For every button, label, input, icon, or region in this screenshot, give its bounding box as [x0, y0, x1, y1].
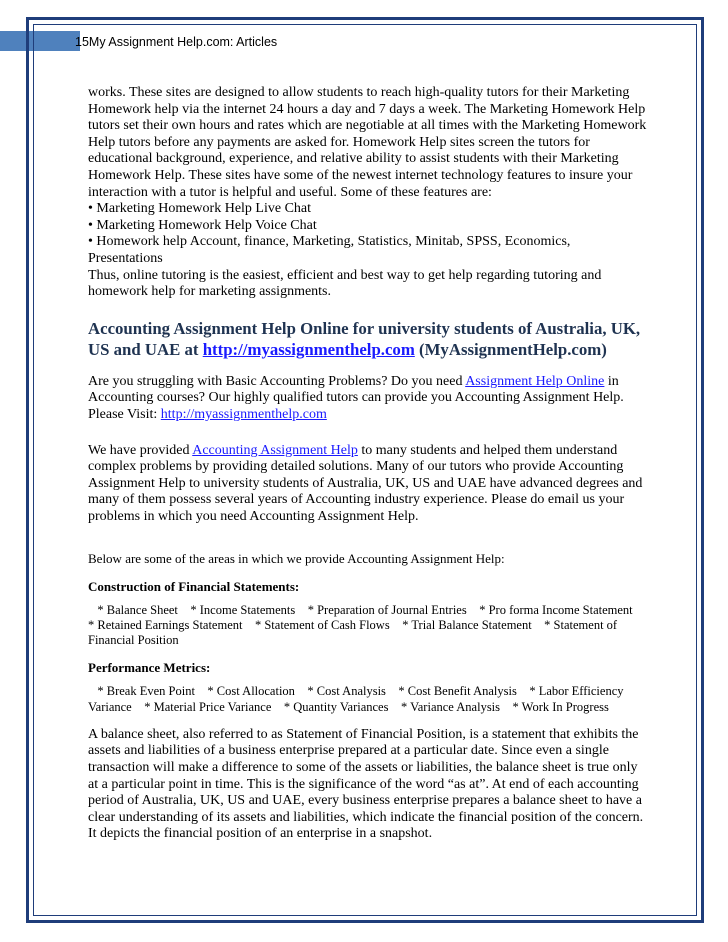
section-heading: Accounting Assignment Help Online for university students of Australia, UK, US and UAE at http://myassignmenthelp.com (MyAssignmentHelp.com) — [88, 318, 641, 359]
feature-item: • Homework help Account, finance, Marketing, Statistics, Minitab, SPSS, Economics, Presentations — [88, 234, 571, 266]
paragraph-provided: We have provided Accounting Assignment Help to many students and helped them understand complex problems by providing detailed solutions. Many of our tutors who provide Accounting Assignment Help to university students of Australia, UK, US and UAE have advanced degrees and many of them possess several years of Accounting industry experience. Please do email us your problems in which you need Accounting Assignment Help. — [88, 442, 643, 524]
intro-paragraph: works. These sites are designed to allow students to reach high-quality tutors for their Marketing Homework help via the internet 24 hours a day and 7 days a week. The Marketing Homework Help tutors set their own hours and rates which are negotiable at all times with the Marketing Homework Help tutors before any payments are asked for. Homework Help sites screen the tutors for educational background, experience, and relative ability to assist students with their Marketing Homework Help. These sites have some of the newest internet technology features to insure your interaction with a tutor is helpful and useful. Some of these features are: — [88, 85, 647, 200]
page-number: 15 — [75, 35, 89, 49]
financial-statements-list: * Balance Sheet * Income Statements * Preparation of Journal Entries * Pro forma Income Statement * Retained Earnings Statement * Statement of Cash Flows * Trial Balance Statement * Statement of Financial Position — [88, 602, 646, 648]
assignment-help-online-link[interactable]: Assignment Help Online — [465, 373, 605, 389]
accounting-assignment-help-link[interactable]: Accounting Assignment Help — [192, 442, 358, 458]
website-link[interactable]: http://myassignmenthelp.com — [160, 406, 327, 422]
areas-intro: Below are some of the areas in which we provide Accounting Assignment Help: — [88, 551, 505, 567]
balance-sheet-paragraph: A balance sheet, also referred to as Statement of Financial Position, is a statement that exhibits the assets and liabilities of a business enterprise prepared at a particular date. Since even a single transaction will make a difference to some of the assets or liabilities, the balance sheet is true only at a particular point in time. This is the significance of the word “as at”. At end of each accounting period of Australia, UK, US and UAE, every business enterprise prepares a balance sheet to have a clear understanding of its assets and liabilities, which indicate the financial position of the concern. It depicts the financial position of an enterprise in a snapshot. — [88, 726, 644, 842]
document-body — [88, 85, 648, 843]
heading-link[interactable]: http://myassignmenthelp.com — [202, 339, 415, 359]
intro-conclusion: Thus, online tutoring is the easiest, efficient and best way to get help regarding tutoring and homework help for marketing assignments. — [88, 267, 602, 300]
feature-item: • Marketing Homework Help Live Chat — [88, 201, 312, 217]
feature-item: • Marketing Homework Help Voice Chat — [88, 217, 317, 233]
header-title: My Assignment Help.com: Articles — [88, 35, 278, 49]
page-header — [75, 35, 277, 49]
subheading-financial-statements: Construction of Financial Statements: — [88, 578, 300, 594]
paragraph-struggling: Are you struggling with Basic Accounting Problems? Do you need Assignment Help Online in Accounting courses? Our highly qualified tutors can provide you Accounting Assignment Help. Please Visit: http://myassignmenthelp.com — [88, 373, 624, 422]
subheading-performance-metrics: Performance Metrics: — [88, 660, 211, 676]
performance-metrics-list: * Break Even Point * Cost Allocation * Cost Analysis * Cost Benefit Analysis * Labor Efficiency Variance * Material Price Variance * Quantity Variances * Variance Analysis * Work In Progress — [88, 684, 627, 714]
